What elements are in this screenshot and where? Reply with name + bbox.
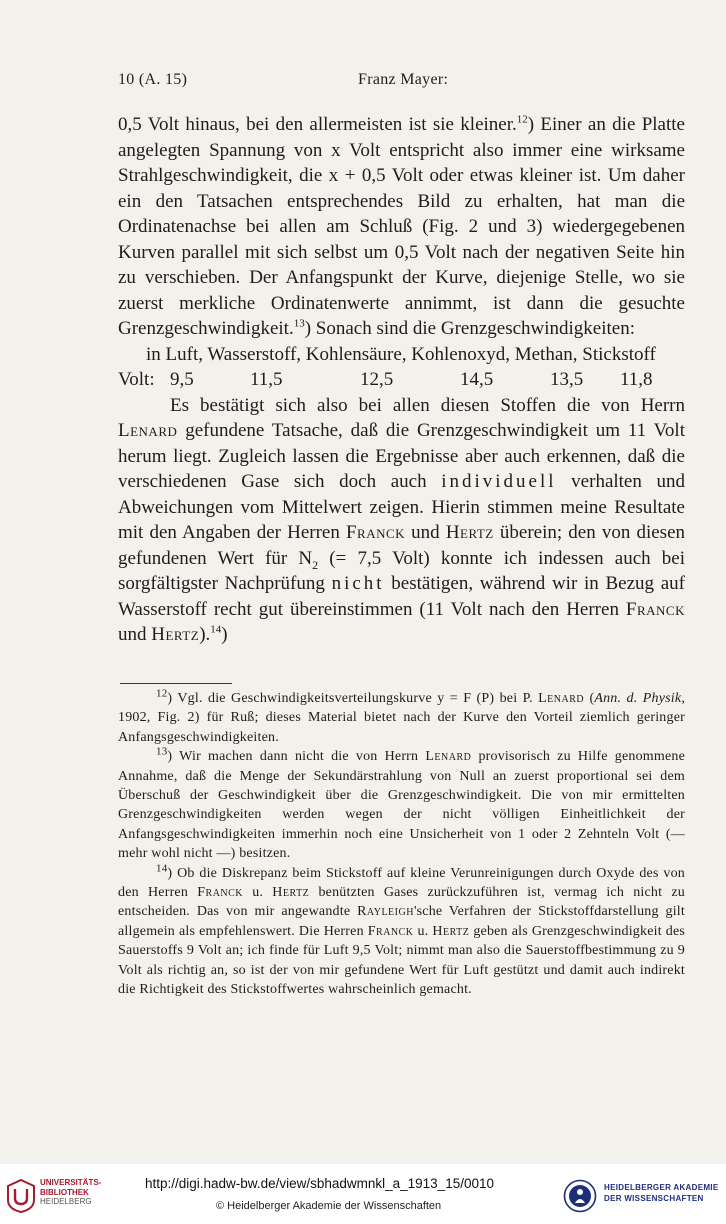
text-run: bestätigen, während wir in Bezug auf Wasserstoff recht gut übereinstimmen (11 Volt nach den Herren <box>118 573 685 620</box>
page-number: 10 (A. 15) <box>118 71 188 88</box>
volt-value-luft: 9,5 <box>170 369 194 390</box>
footnote-divider <box>120 683 232 684</box>
text-run: ) Ob die Diskrepanz beim Stickstoff auf kleine Verunreinigungen durch Oxyde des von den Herren <box>118 865 685 901</box>
emphasis: nicht <box>331 573 385 594</box>
volt-value-wasserstoff: 11,5 <box>250 369 283 390</box>
footnote-12 <box>118 689 685 747</box>
digitization-footer <box>0 1164 726 1224</box>
author-name: Hertz <box>445 522 494 543</box>
volt-values-row <box>118 367 685 393</box>
text-run: und <box>405 522 446 543</box>
footnote-ref-14[interactable]: 14 <box>210 623 222 636</box>
volt-value-kohlensaeure: 12,5 <box>360 369 394 390</box>
footnote-number: 12 <box>156 687 168 700</box>
volt-value-methan: 13,5 <box>550 369 584 390</box>
academy-seal-icon <box>563 1179 597 1213</box>
ub-line-2: BIBLIOTHEK <box>40 1187 89 1197</box>
text-run: ) Vgl. die Geschwindigkeitsverteilungskurve y = F (P) bei P. <box>167 691 539 706</box>
text-run: überein; den von diesen gefundenen Wert für N <box>118 522 685 569</box>
footnote-13 <box>118 747 685 863</box>
main-text <box>118 112 685 648</box>
footnotes <box>118 689 685 1000</box>
running-title: Franz Mayer: <box>358 71 449 88</box>
university-library-logo-icon <box>6 1178 36 1214</box>
text-run: geben als Grenzgeschwindigkeit des Sauerstoffs 9 Volt an; ich finde für Luft 9,5 Volt; nimmt man also die Sauerstoffbestimmung zu 9 Volt als richtig an, so ist der von mir gefundene Wert für Luft gestützt und damit auch indirekt die Richtigkeit des Stickstoffwertes wahrscheinlich gemacht. <box>118 923 686 998</box>
volt-value-kohlenoxyd: 14,5 <box>460 369 494 390</box>
academy-line-2: DER WISSENSCHAFTEN <box>604 1194 704 1203</box>
text-run: , 1902, Fig. 2) für Ruß; dieses Material bietet nach der Kurve den Vorteil ziemlich geringer Anfangsgeschwindigkeiten. <box>118 691 686 745</box>
ub-line-3: HEIDELBERG <box>40 1197 92 1206</box>
subscript: 2 <box>312 557 319 572</box>
emphasis: individuell <box>441 471 557 492</box>
text-run: ) Wir machen dann nicht die von Herrn <box>167 749 426 765</box>
author-name: Hertz <box>272 885 310 901</box>
author-name: Lenard <box>118 420 178 441</box>
text-run: u. <box>243 885 273 901</box>
volt-label: Volt: <box>118 369 155 390</box>
text-run: ( <box>584 691 595 706</box>
author-name: Rayleigh <box>357 904 414 920</box>
footnote-ref-13[interactable]: 13 <box>293 317 305 330</box>
text-run: u. <box>413 923 433 939</box>
author-name: Hertz <box>432 923 470 939</box>
author-name: Franck <box>367 923 414 939</box>
copyright-notice: © Heidelberger Akademie der Wissenschaften <box>216 1200 442 1212</box>
academy-name <box>604 1182 718 1204</box>
volt-value-stickstoff: 11,8 <box>620 369 653 390</box>
text-run: 'sche Verfahren der Stickstoffdarstellung gilt allgemein als empfehlenswert. Die Herren <box>118 904 685 939</box>
running-header <box>118 71 678 93</box>
author-name: Franck <box>625 598 685 620</box>
text-run: ) Einer an die Platte angelegten Spannung von x Volt entspricht also immer eine wirksame Strahlgeschwindigkeit, die x + 0,5 Volt oder etwas kleiner ist. Um daher ein den Tatsachen entsprechendes Bild zu erhalten, hat man die Ordinatenachse bei allen am Schluß (Fig. 2 und 3) wiedergegebenen Kurven parallel mit sich selbst um 0,5 Volt nach der negativen Seite hin zu verschieben. Der Anfangspunkt der Kurve, diejenige Stelle, wo sie zuerst merkliche Ordinatenwerte annimmt, ist dann die gesuchte Grenzgeschwindigkeit. <box>118 114 685 339</box>
author-name: Franck <box>197 885 244 901</box>
author-name: Lenard <box>425 749 472 765</box>
footnote-number: 13 <box>156 745 168 758</box>
permalink-url[interactable]: http://digi.hadw-bw.de/view/sbhadwmnkl_a_1913_15/0010 <box>145 1176 494 1191</box>
text-run: (= 7,5 Volt) konnte ich indessen auch bei sorgfältigster Nachprüfung <box>118 547 686 594</box>
footnote-ref-12[interactable]: 12 <box>516 113 528 126</box>
footnote-14 <box>118 864 685 1000</box>
author-name: Franck <box>345 522 406 543</box>
text-run: ) Sonach sind die Grenzgeschwindigkeiten: <box>304 318 636 339</box>
text-run: ). <box>199 624 211 645</box>
ub-line-1: UNIVERSITÄTS- <box>40 1178 102 1187</box>
text-run: verhalten und Abweichungen vom Mittelwert zeigen. Hierin stimmen meine Resultate mit den Angaben der Herren <box>118 471 685 543</box>
author-name: Hertz <box>151 624 200 645</box>
text-run: benützten Gases zurückzuführen ist, vermag ich nicht zu entscheiden. Das von mir angewandte <box>118 885 685 920</box>
university-library-name <box>40 1178 101 1207</box>
paragraph-1 <box>118 112 685 342</box>
academy-line-1: HEIDELBERGER AKADEMIE <box>604 1183 719 1192</box>
text-run: provisorisch zu Hilfe genommene Annahme, daß die Menge der Sekundärstrahlung von Null an zuerst proportional sei dem Überschuß der Geschwindigkeit über die Grenzgeschwindigkeit. Die von mir ermittelten Grenzgeschwindigkeiten werden wegen der nicht völligen Einheitlichkeit der Anfangsgeschwindigkeiten immerhin noch eine Unsicherheit von 1 oder 2 Zehnteln Volt (— mehr wohl nicht —) besitzen. <box>118 749 685 862</box>
text-run: und <box>118 624 152 645</box>
text-run: ) <box>221 624 228 645</box>
journal-title: Ann. d. Physik <box>594 691 682 706</box>
text-run: 0,5 Volt hinaus, bei den allermeisten ist sie kleiner. <box>118 114 517 135</box>
author-name: Lenard <box>538 691 585 706</box>
gas-list: in Luft, Wasserstoff, Kohlensäure, Kohlenoxyd, Methan, Stickstoff <box>146 343 656 365</box>
text-run: Es bestätigt sich also bei allen diesen Stoffen die von Herrn <box>170 394 685 416</box>
paragraph-2 <box>118 393 685 648</box>
text-run: gefundene Tatsache, daß die Grenzgeschwindigkeit um 11 Volt herum liegt. Zugleich lassen die Ergebnisse aber auch erkennen, daß die verschiedenen Gase sich doch auch <box>118 420 685 492</box>
footnote-number: 14 <box>156 862 168 874</box>
